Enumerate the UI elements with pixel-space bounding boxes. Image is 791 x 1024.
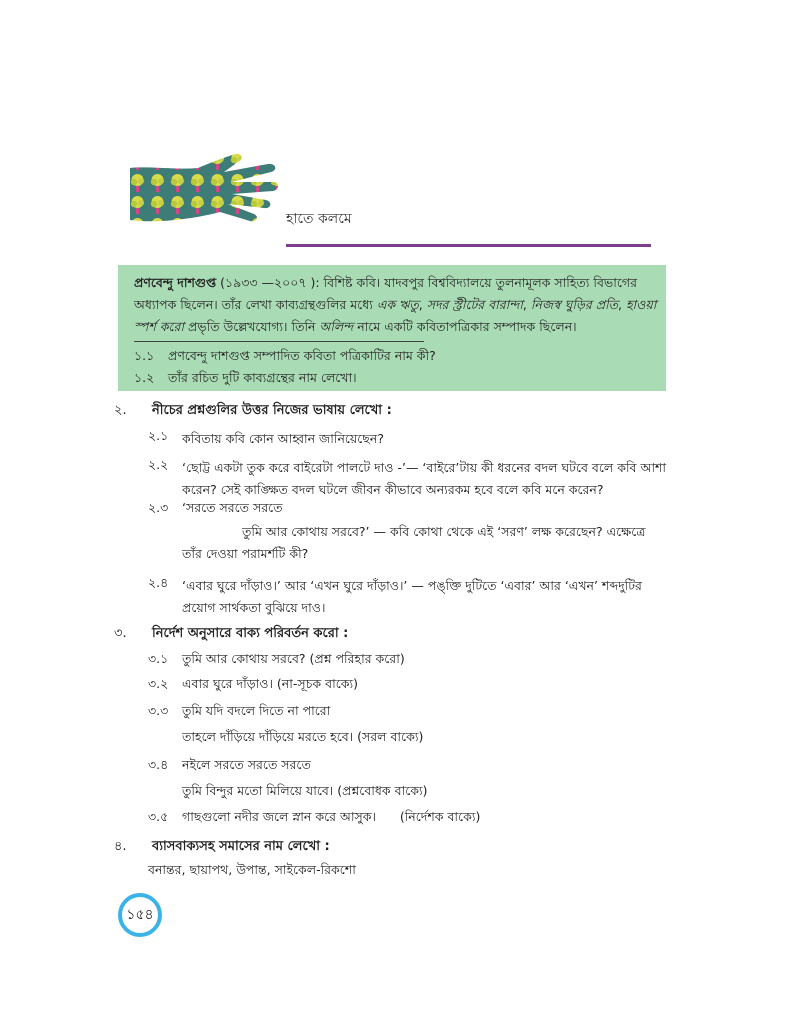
poet-name: প্রণবেন্দু দাশগুপ্ত	[134, 275, 217, 290]
bio-text-1: বিশিষ্ট কবি। যাদবপুর বিশ্ববিদ্যালয়ে তুলনামূলক সাহিত্য বিভাগের অধ্যাপক ছিলেন। তাঁর লেখা কাব্যগ্রন্থগুলির মধ্যে	[134, 275, 637, 312]
section-title-text: নির্দেশ অনুসারে বাক্য পরিবর্তন করো :	[152, 626, 349, 641]
item-line-3: তাঁর দেওয়া পরামর্শটি কী?	[182, 546, 309, 561]
hand-illustration	[128, 150, 280, 230]
box-divider	[134, 341, 424, 342]
section-title-text: নীচের প্রশ্নগুলির উত্তর নিজের ভাষায় লেখো :	[152, 403, 392, 418]
item-line-2: তুমি আর কোথায় সরবে?’ — কবি কোথা থেকে এই ‘সরণ’ লক্ষ করেছেন? এক্ষেত্রে	[242, 524, 646, 539]
question-number: ১.১	[134, 348, 155, 363]
book-title-3: নিজস্ব ঘুড়ির প্রতি	[530, 297, 618, 312]
item-line-1: তুমি আর কোথায় সরবে? (প্রশ্ন পরিহার করো)	[182, 651, 405, 666]
question-1-2	[134, 370, 357, 390]
item-number: ৩.৩	[148, 703, 169, 718]
item-line-2: তাহলে দাঁড়িয়ে দাঁড়িয়ে মরতে হবে। (সরল বাক্যে)	[182, 729, 424, 744]
item-2-3	[148, 500, 678, 566]
journal-name: অলিন্দ	[319, 319, 354, 334]
book-title-4: হাওয়া স্পর্শ করো	[134, 297, 657, 334]
item-2-2	[148, 457, 678, 501]
section-number: ৩.	[114, 626, 127, 641]
item-line-1: এবার ঘুরে দাঁড়াও। (না-সূচক বাক্যে)	[182, 676, 358, 691]
question-1-1	[134, 348, 436, 368]
section-heading: হাতে কলমে	[286, 211, 352, 227]
question-number: ১.২	[134, 370, 155, 385]
section-2-title	[114, 401, 392, 422]
question-text: প্রণবেন্দু দাশগুপ্ত সম্পাদিত কবিতা পত্রিকাটির নাম কী?	[168, 348, 436, 363]
item-2-1	[148, 428, 678, 450]
item-number: ২.২	[148, 457, 169, 472]
section-4-words: বনান্তর, ছায়াপথ, উপান্ত, সাইকেল-রিকশো	[148, 862, 356, 877]
item-number: ৩.১	[148, 651, 169, 666]
item-line-2: তুমি বিন্দুর মতো মিলিয়ে যাবে। (প্রশ্নবোধক বাক্যে)	[182, 783, 428, 798]
poet-bio: প্রণবেন্দু দাশগুপ্ত (১৯৩৩ —২০০৭ ): বিশিষ্ট কবি। যাদবপুর বিশ্ববিদ্যালয়ে তুলনামূলক সাহিত্য বিভাগের অধ্যাপক ছিলেন। তাঁর লেখা কাব্যগ্রন্থগুলির মধ্যে এক ঋতু, সদর স্ট্রীটের বারান্দা, নিজস্ব ঘুড়ির প্রতি, হাওয়া স্পর্শ করো প্রভৃতি উল্লেখযোগ্য। তিনি অলিন্দ নামে একটি কবিতাপত্রিকার সম্পাদক ছিলেন।	[134, 275, 657, 334]
bio-text-2: প্রভৃতি উল্লেখযোগ্য। তিনি	[183, 319, 320, 334]
section-number: ২.	[114, 403, 127, 418]
section-3-title	[114, 624, 348, 645]
book-title-2: সদর স্ট্রীটের বারান্দা	[426, 297, 523, 312]
item-3-5	[148, 809, 678, 831]
heading-rule	[286, 244, 651, 247]
item-3-3	[148, 703, 678, 751]
item-2-4	[148, 575, 678, 619]
page-number: ১৫৪	[126, 907, 154, 923]
section-4-title	[114, 837, 330, 858]
item-number: ৩.৪	[148, 757, 169, 772]
item-number: ৩.৫	[148, 809, 169, 824]
section-title-text: ব্যাসবাক্যসহ সমাসের নাম লেখো :	[152, 839, 330, 854]
item-3-1	[148, 651, 678, 673]
poet-years: (১৯৩৩ —২০০৭ ):	[216, 275, 320, 290]
item-number: ২.১	[148, 428, 169, 443]
item-3-2	[148, 676, 678, 698]
item-line-1: ‘সরতে সরতে সরতে	[182, 500, 283, 515]
question-text: তাঁর রচিত দুটি কাব্যগ্রন্থের নাম লেখো।	[168, 370, 357, 385]
item-number: ২.৪	[148, 575, 169, 590]
book-title-1: এক ঋতু	[376, 297, 419, 312]
item-text: ‘এবার ঘুরে দাঁড়াও।’ আর ‘এখন ঘুরে দাঁড়াও।’ — পঙ্‌ক্তি দুটিতে ‘এবার’ আর ‘এখন’ শব্দদুটির প্রয়োগ সার্থকতা বুঝিয়ে দাও।	[182, 578, 642, 615]
page-number-badge	[118, 893, 162, 937]
item-number: ৩.২	[148, 676, 169, 691]
item-text: কবিতায় কবি কোন আহ্বান জানিয়েছেন?	[182, 431, 384, 446]
item-line-1: নইলে সরতে সরতে সরতে	[182, 757, 311, 772]
section-number: ৪.	[114, 839, 127, 854]
item-line-1: তুমি যদি বদলে দিতে না পারো	[182, 703, 331, 718]
item-text: ‘ছোট্ট একটা তুক করে বাইরেটা পালটে দাও -’— ‘বাইরে’টায় কী ধরনের বদল ঘটবে বলে কবি আশা করেন? সেই কাঙ্ক্ষিত বদল ঘটলে জীবন কীভাবে অন্যরকম হবে বলে কবি মনে করেন?	[182, 460, 667, 497]
item-line-1: গাছগুলো নদীর জলে স্নান করে আসুক। (নির্দেশক বাক্যে)	[182, 809, 481, 824]
bio-text-3: নামে একটি কবিতাপত্রিকার সম্পাদক ছিলেন।	[353, 319, 577, 334]
item-3-4	[148, 757, 678, 805]
item-number: ২.৩	[148, 500, 169, 515]
